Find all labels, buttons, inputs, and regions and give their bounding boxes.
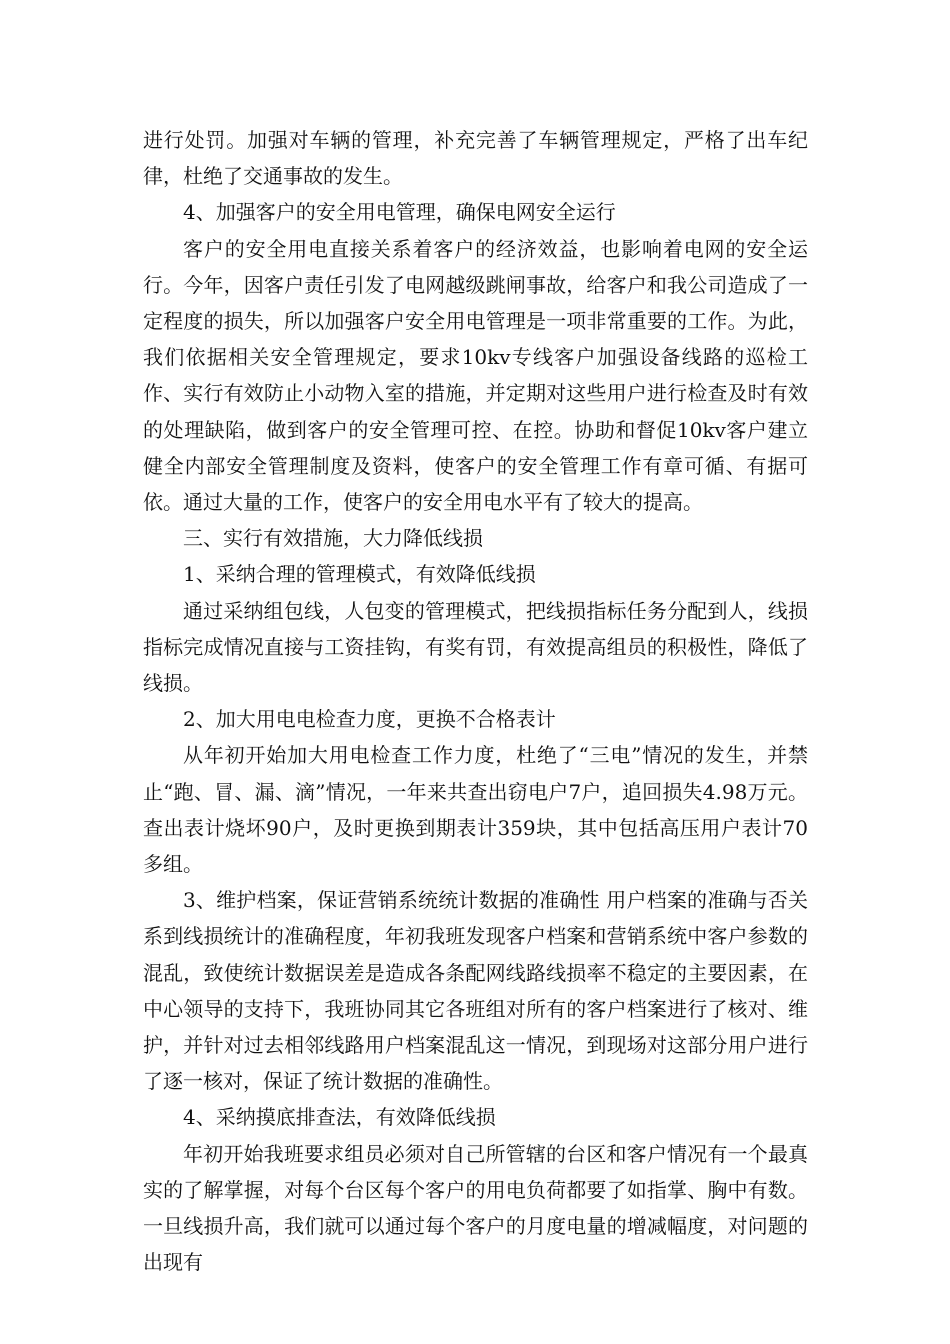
paragraph-archives: 3、维护档案，保证营销系统统计数据的准确性 用户档案的准确与否关系到线损统计的准确程度，年初我班发现客户档案和营销系统中客户参数的混乱，致使统计数据误差是造成各条配网线路线损率不稳定的主要因素，在中心领导的支持下，我班协同其它各班组对所有的客户档案进行了核对、维护，并针对过去相邻线路用户档案混乱这一情况，到现场对这部分用户进行了逐一核对，保证了统计数据的准确性。	[143, 888, 808, 1094]
paragraph-customer-safety: 客户的安全用电直接关系着客户的经济效益，也影响着电网的安全运行。今年，因客户责任引发了电网越级跳闸事故，给客户和我公司造成了一定程度的损失，所以加强客户安全用电管理是一项非常重要的工作。为此，我们依据相关安全管理规定，要求10kv专线客户加强设备线路的巡检工作、实行有效防止小动物入室的措施，并定期对这些用户进行检查及时有效的处理缺陷，做到客户的安全管理可控、在控。协助和督促10kv客户建立健全内部安全管理制度及资料，使客户的安全管理工作有章可循、有据可依。通过大量的工作，使客户的安全用电水平有了较大的提高。	[143, 236, 808, 515]
heading-management-mode: 1、采纳合理的管理模式，有效降低线损	[183, 562, 536, 587]
paragraph-vehicle-management: 进行处罚。加强对车辆的管理，补充完善了车辆管理规定，严格了出车纪律，杜绝了交通事故的发生。	[143, 128, 808, 189]
paragraph-management-mode: 通过采纳组包线，人包变的管理模式，把线损指标任务分配到人，线损指标完成情况直接与工资挂钩，有奖有罚，有效提高组员的积极性，降低了线损。	[143, 598, 808, 696]
paragraph-inspection: 从年初开始加大用电检查工作力度，杜绝了“三电”情况的发生，并禁止“跑、冒、漏、滴”情况，一年来共查出窃电户7户，追回损失4.98万元。查出表计烧坏90户，及时更换到期表计359块，其中包括高压用户表计70多组。	[143, 743, 808, 877]
paragraph-survey-method: 年初开始我班要求组员必须对自己所管辖的台区和客户情况有一个最真实的了解掌握，对每个台区每个客户的用电负荷都要了如指掌、胸中有数。一旦线损升高，我们就可以通过每个客户的月度电量的增减幅度，对问题的出现有	[143, 1141, 808, 1275]
heading-survey-method: 4、采纳摸底排查法，有效降低线损	[183, 1105, 496, 1130]
heading-section-three: 三、实行有效措施，大力降低线损	[183, 526, 483, 551]
document-body	[143, 122, 808, 1281]
heading-inspection: 2、加大用电电检查力度，更换不合格表计	[183, 707, 556, 732]
heading-customer-safety: 4、加强客户的安全用电管理，确保电网安全运行	[183, 200, 616, 225]
